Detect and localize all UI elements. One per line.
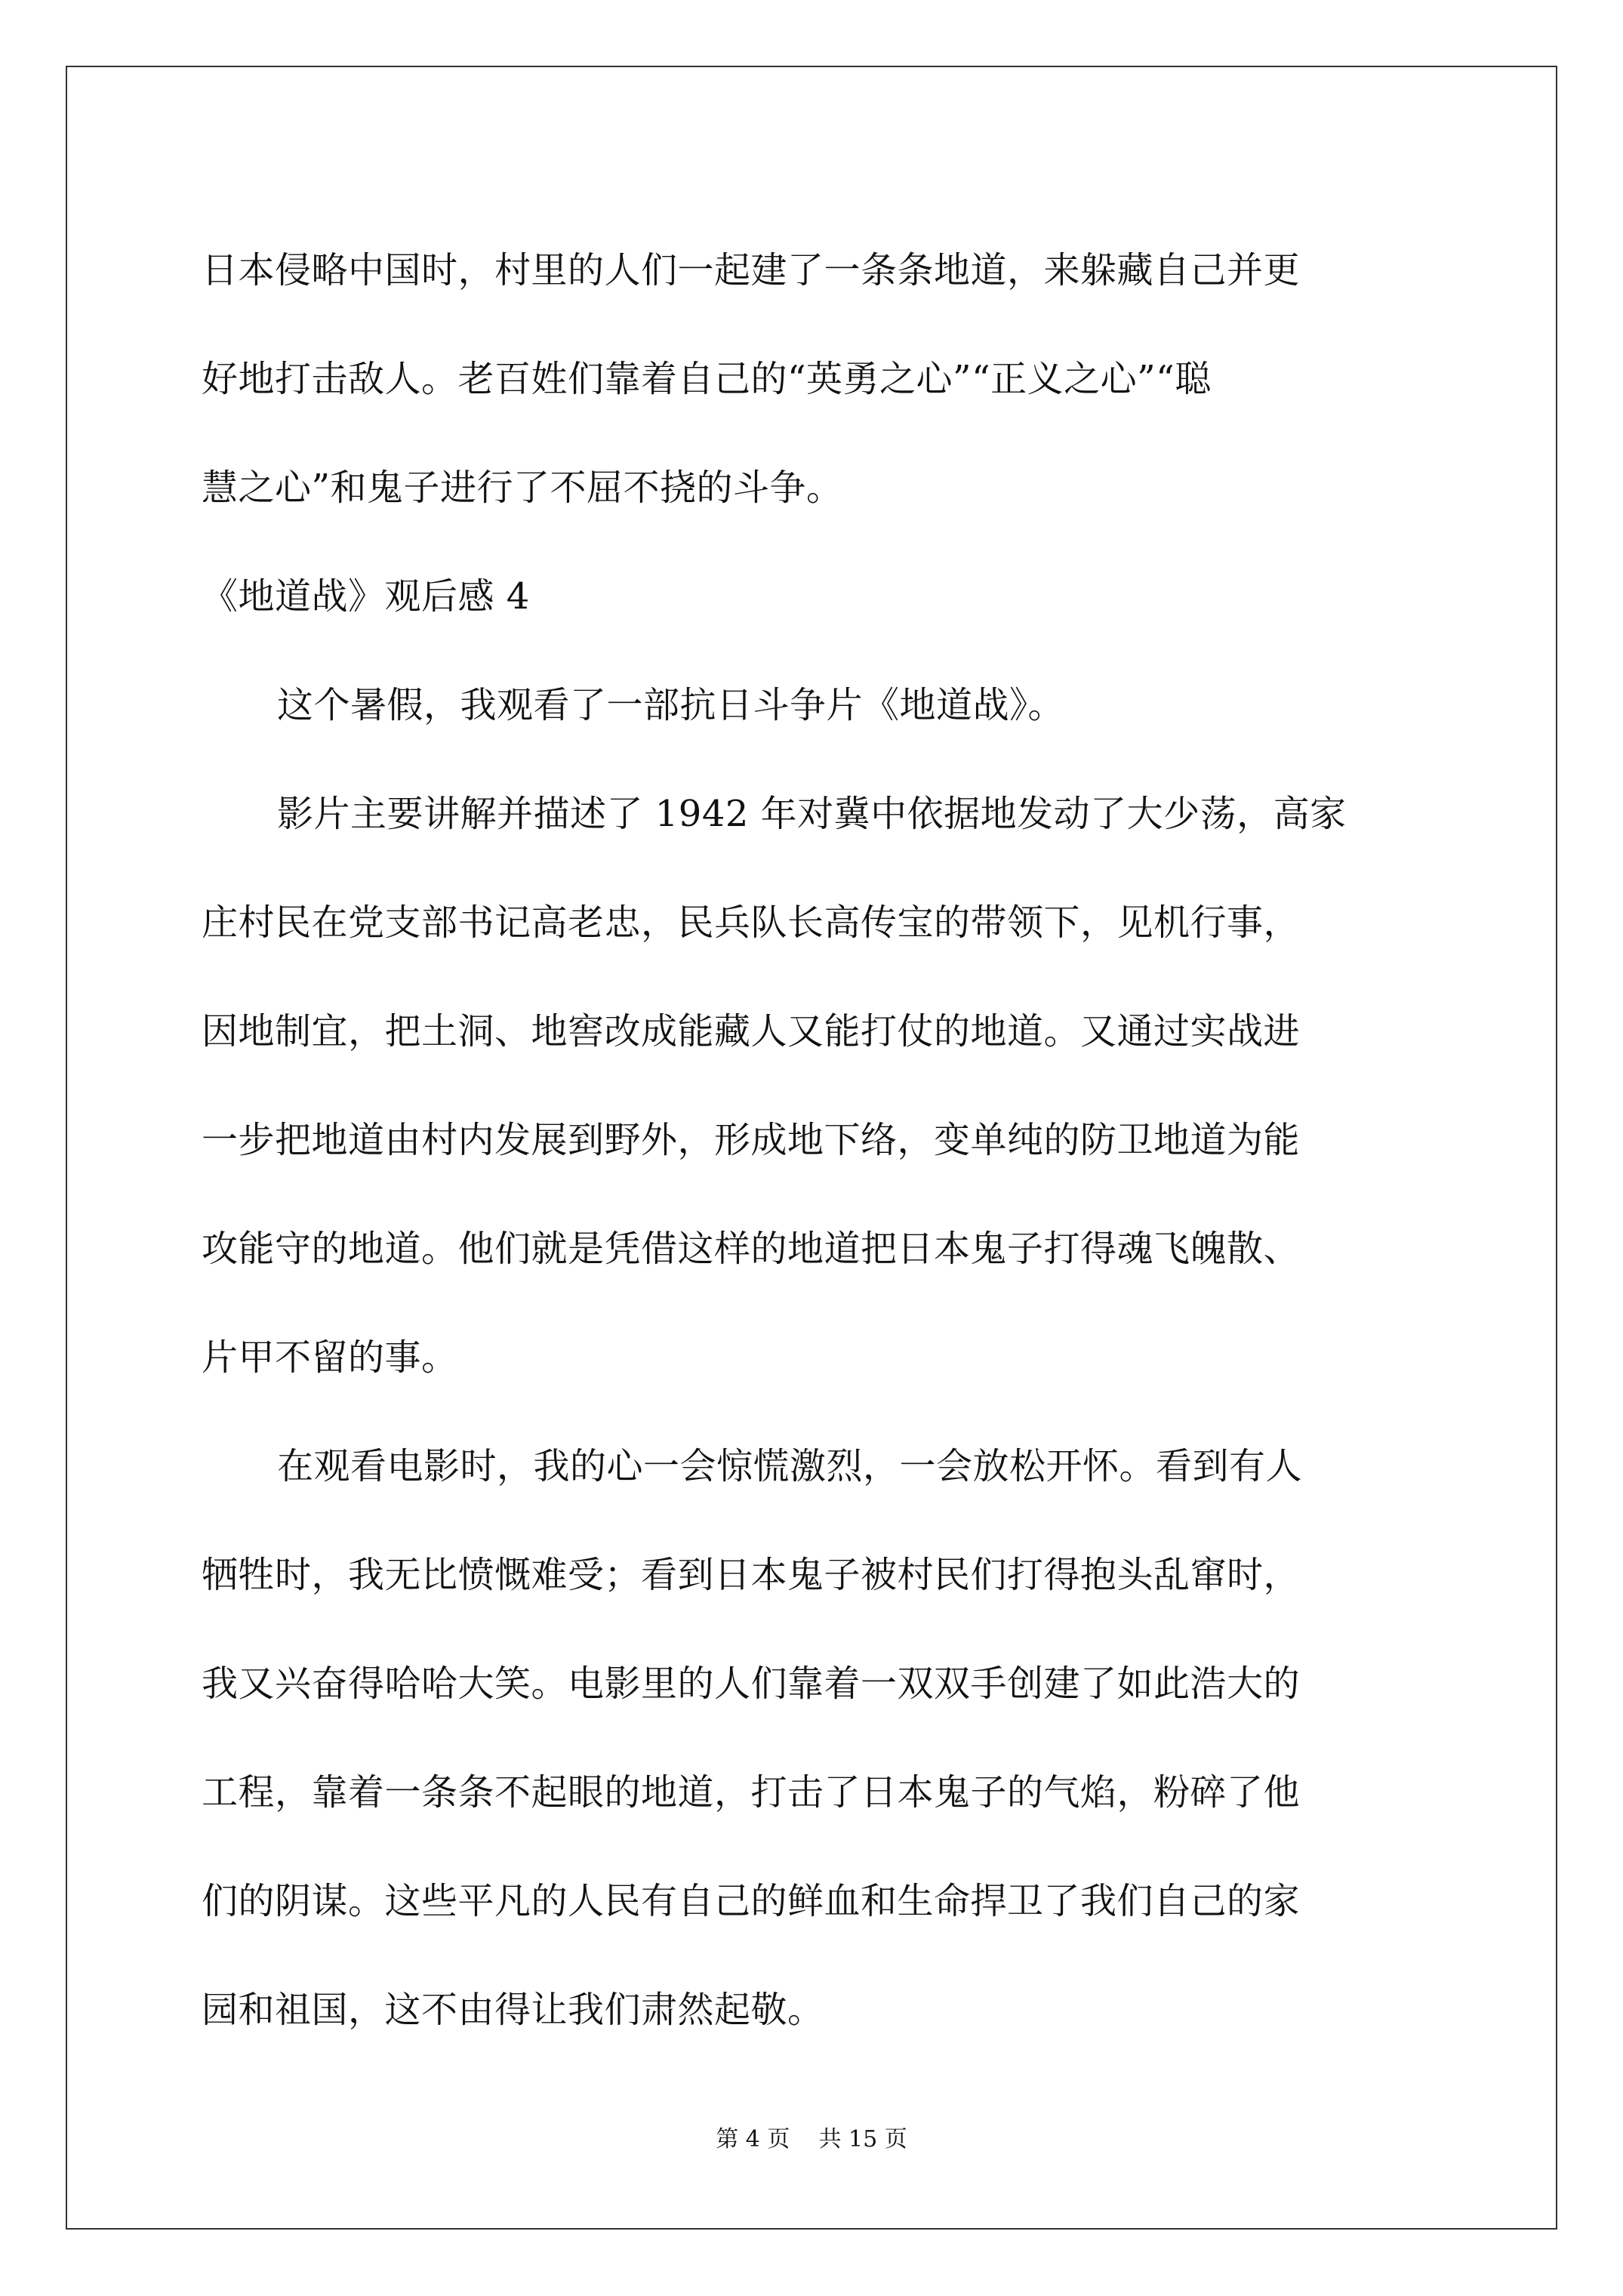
text-line-7: 庄村民在党支部书记高老忠，民兵队长高传宝的带领下，见机行事， [202, 901, 1301, 944]
text-line-1: 日本侵略中国时，村里的人们一起建了一条条地道，来躲藏自己并更 [202, 249, 1301, 291]
text-line-3: 慧之心”和鬼子进行了不屈不挠的斗争。 [202, 467, 843, 509]
text-line-11: 片甲不留的事。 [202, 1336, 458, 1379]
text-line-8: 因地制宜，把土洞、地窖改成能藏人又能打仗的地道。又通过实战进 [202, 1010, 1301, 1052]
text-line-12: 在观看电影时，我的心一会惊慌激烈，一会放松开怀。看到有人 [277, 1445, 1303, 1487]
text-line-6: 影片主要讲解并描述了 1942 年对冀中依据地发动了大少荡，高家 [277, 793, 1347, 835]
text-line-13: 牺牲时，我无比愤慨难受；看到日本鬼子被村民们打得抱头乱窜时， [202, 1554, 1301, 1596]
section-heading: 《地道战》观后感 4 [202, 575, 530, 618]
text-line-15: 工程，靠着一条条不起眼的地道，打击了日本鬼子的气焰，粉碎了他 [202, 1771, 1301, 1814]
text-line-2: 好地打击敌人。老百姓们靠着自己的“英勇之心”“正义之心”“聪 [202, 358, 1212, 400]
text-line-17: 园和祖国，这不由得让我们肃然起敬。 [202, 1989, 824, 2031]
text-line-9: 一步把地道由村内发展到野外，形成地下络，变单纯的防卫地道为能 [202, 1119, 1301, 1161]
text-line-16: 们的阴谋。这些平凡的人民有自己的鲜血和生命捍卫了我们自己的家 [202, 1880, 1301, 1922]
document-body [202, 216, 1431, 2064]
text-line-5: 这个暑假，我观看了一部抗日斗争片《地道战》。 [277, 684, 1065, 726]
text-line-14: 我又兴奋得哈哈大笑。电影里的人们靠着一双双手创建了如此浩大的 [202, 1663, 1301, 1705]
text-line-10: 攻能守的地道。他们就是凭借这样的地道把日本鬼子打得魂飞魄散、 [202, 1228, 1301, 1270]
page-number-footer: 第 4 页 共 15 页 [716, 2126, 907, 2153]
